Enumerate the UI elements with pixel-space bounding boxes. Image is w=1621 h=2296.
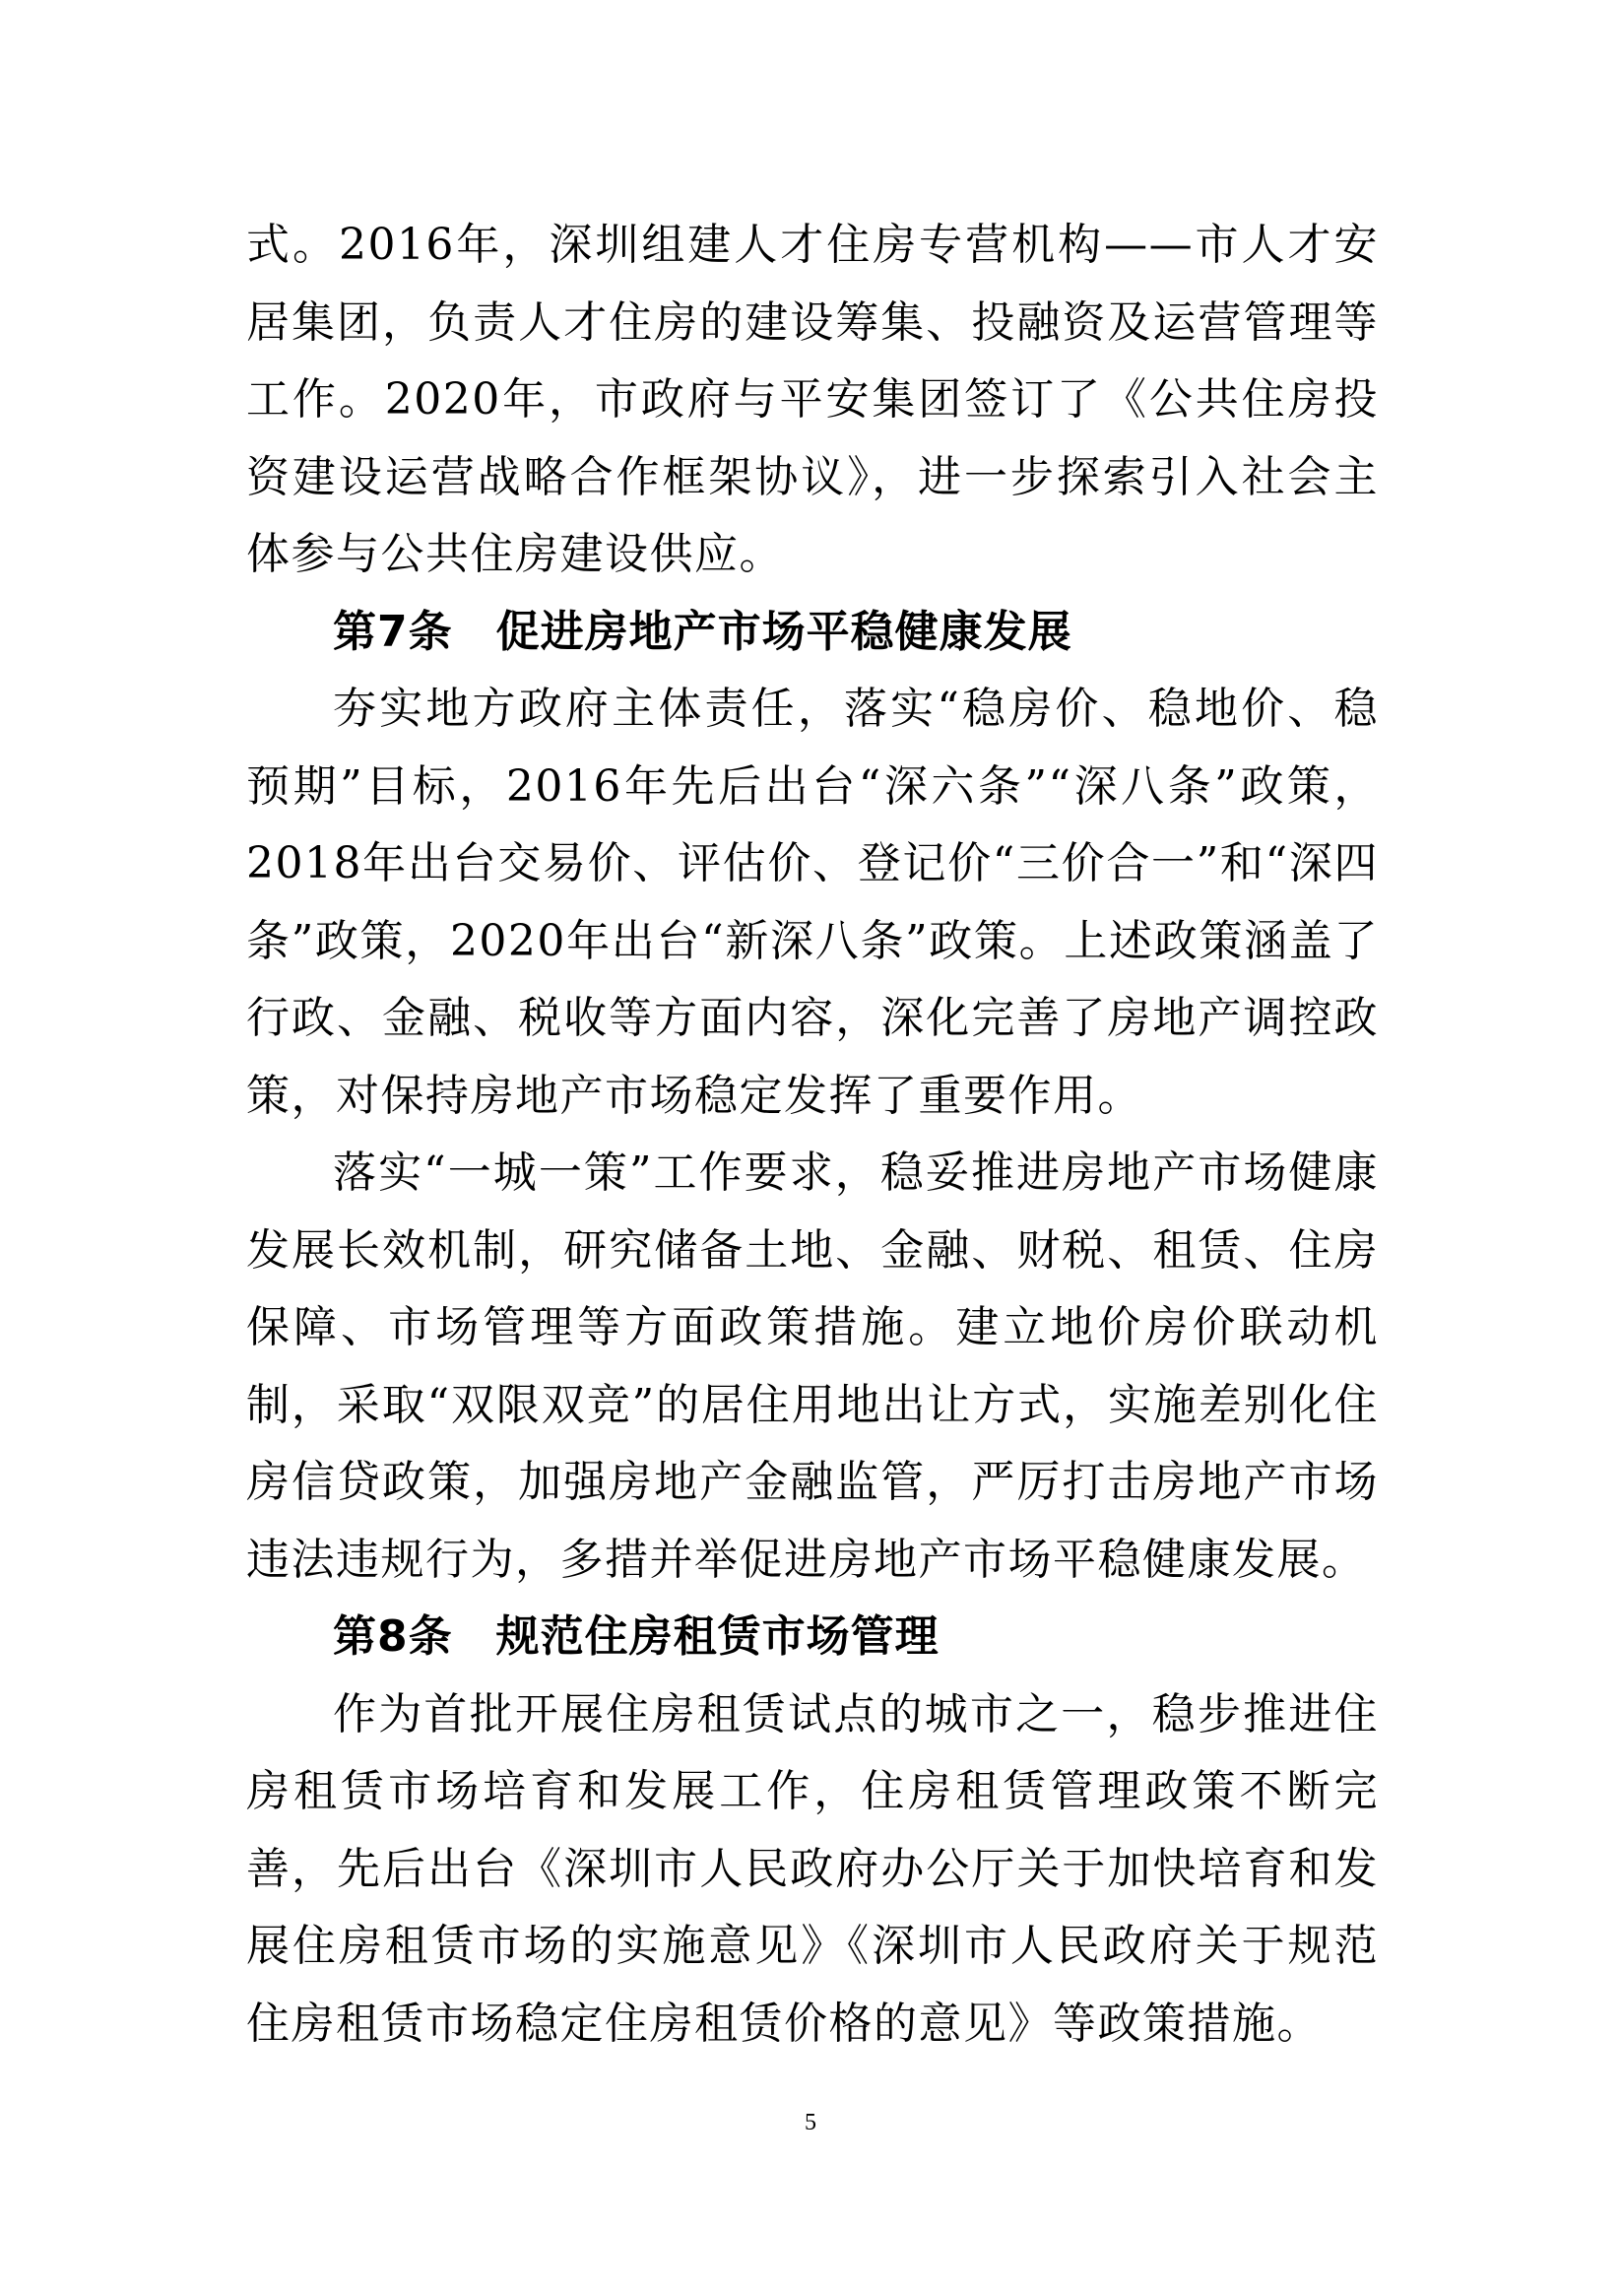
page-number: 5 (805, 2110, 816, 2135)
section-title-8: 规范住房租赁市场管理 (495, 1611, 940, 1662)
paragraph-continued: 式。2016年，深圳组建人才住房专营机构——市人才安居集团，负责人才住房的建设筹集、投融资及运营管理等工作。2020年，市政府与平安集团签订了《公共住房投资建设运营战略合作框架协议》，进一步探索引入社会主体参与公共住房建设供应。 (246, 220, 1379, 579)
section-number-8: 第8条 (333, 1611, 453, 1662)
paragraph-market-policy: 夯实地方政府主体责任，落实“稳房价、稳地价、稳预期”目标，2016年先后出台“深六条”“深八条”政策，2018年出台交易价、评估价、登记价“三价合一”和“深四条”政策，2020年出台“新深八条”政策。上述政策涵盖了行政、金融、税收等方面内容，深化完善了房地产调控政策，对保持房地产市场稳定发挥了重要作用。 (246, 684, 1379, 1121)
document-body (246, 207, 1379, 2063)
section-number-7: 第7条 (333, 606, 453, 657)
section-heading-8 (246, 1599, 1379, 1676)
paragraph-rental-market: 作为首批开展住房租赁试点的城市之一，稳步推进住房租赁市场培育和发展工作，住房租赁管理政策不断完善，先后出台《深圳市人民政府办公厅关于加快培育和发展住房租赁市场的实施意见》《深圳市人民政府关于规范住房租赁市场稳定住房租赁价格的意见》等政策措施。 (246, 1688, 1379, 2049)
section-title-7: 促进房地产市场平稳健康发展 (495, 606, 1072, 657)
paragraph-long-term-mechanism: 落实“一城一策”工作要求，稳妥推进房地产市场健康发展长效机制，研究储备土地、金融、财税、租赁、住房保障、市场管理等方面政策措施。建立地价房价联动机制，采取“双限双竞”的居住用地出让方式，实施差别化住房信贷政策，加强房地产金融监管，严厉打击房地产市场违法违规行为，多措并举促进房地产市场平稳健康发展。 (246, 1148, 1379, 1585)
section-heading-7 (246, 594, 1379, 672)
